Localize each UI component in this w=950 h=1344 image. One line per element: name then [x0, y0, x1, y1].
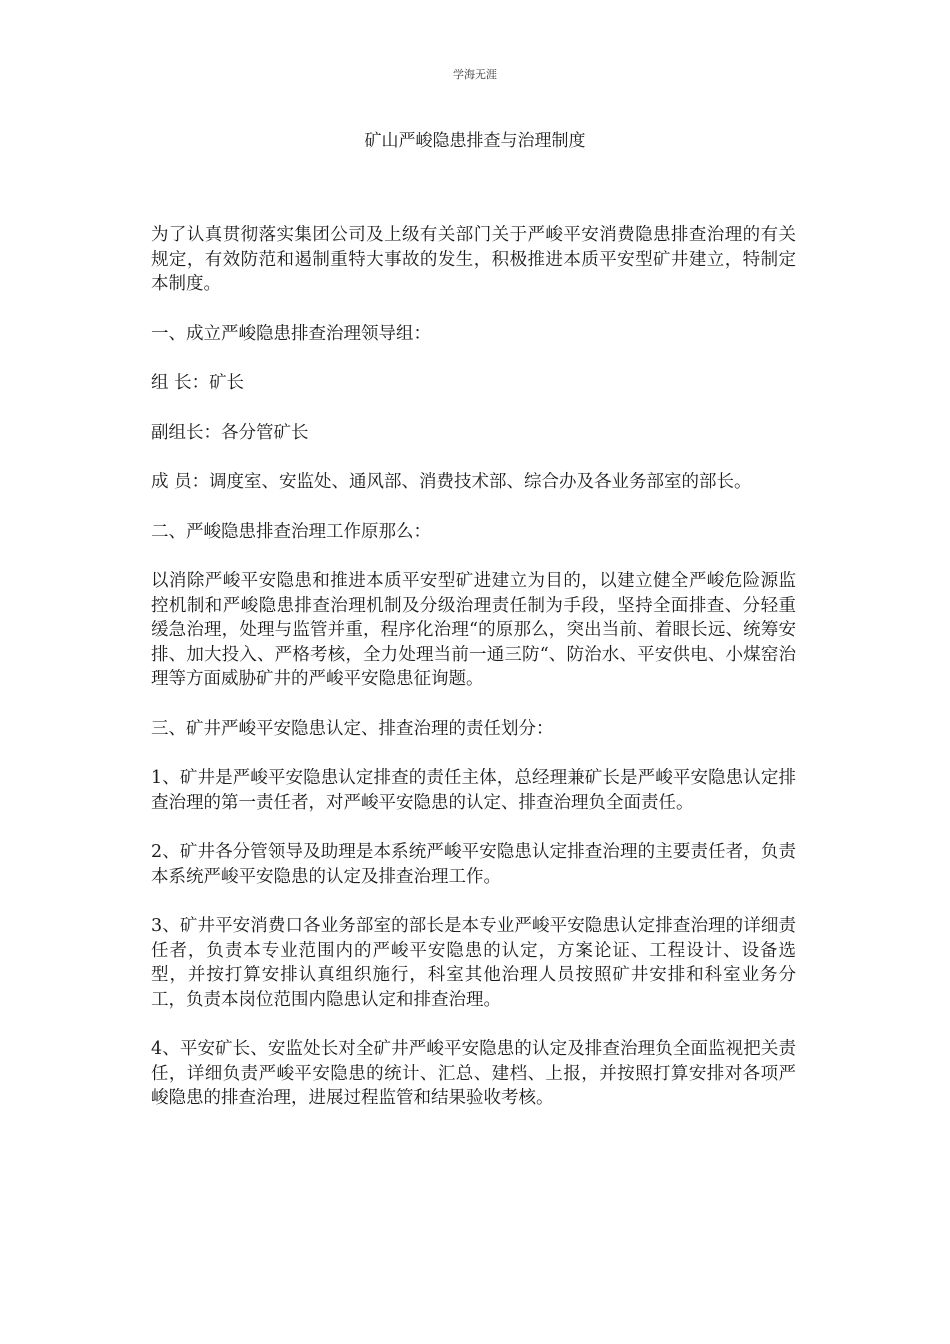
paragraph-intro: 为了认真贯彻落实集团公司及上级有关部门关于严峻平安消费隐患排查治理的有关规定，有效防范和遏制重特大事故的发生，积极推进本质平安型矿井建立，特制定本制度。 [151, 225, 796, 294]
list-item-3: 3、矿井平安消费口各业务部室的部长是本专业严峻平安隐患认定排查治理的详细责任者，负责本专业范围内的严峻平安隐患的认定，方案论证、工程设计、设备选型，并按打算安排认真组织施行，科室其他治理人员按照矿井安排和科室业务分工，负责本岗位范围内隐患认定和排查治理。 [151, 916, 796, 1010]
section-heading-3: 三、矿井严峻平安隐患认定、排查治理的责任划分： [151, 718, 554, 739]
document-body [151, 223, 796, 1136]
paragraph-deputy: 副组长：各分管矿长 [151, 422, 309, 443]
section-heading-2: 二、严峻隐患排查治理工作原那么： [151, 521, 431, 542]
list-item-4: 4、平安矿长、安监处长对全矿井严峻平安隐患的认定及排查治理负全面监视把关责任，详细负责严峻平安隐患的统计、汇总、建档、上报，并按照打算安排对各项严峻隐患的排查治理，进展过程监管和结果验收考核。 [151, 1039, 796, 1108]
paragraph-leader: 组 长：矿长 [151, 373, 245, 393]
list-item-2: 2、矿井各分管领导及助理是本系统严峻平安隐患认定排查治理的主要责任者，负责本系统严峻平安隐患的认定及排查治理工作。 [151, 842, 796, 887]
document-title: 矿山严峻隐患排查与治理制度 [364, 131, 586, 151]
paragraph-members: 成 员：调度室、安监处、通风部、消费技术部、综合办及各业务部室的部长。 [151, 472, 752, 492]
paragraph-principles: 以消除严峻平安隐患和推进本质平安型矿进建立为目的，以建立健全严峻危险源监控机制和严峻隐患排查治理机制及分级治理责任制为手段，坚持全面排查、分轻重缓急治理，处理与监管并重，程序化治理“的原那么，突出当前、着眼长远、统筹安排、加大投入、严格考核，全力处理当前一通三防“、防治水、平安供电、小煤窑治理等方面威胁矿井的严峻平安隐患征询题。 [151, 571, 796, 689]
section-heading-1: 一、成立严峻隐患排查治理领导组： [151, 323, 431, 344]
list-item-1: 1、矿井是严峻平安隐患认定排查的责任主体，总经理兼矿长是严峻平安隐患认定排查治理的第一责任者，对严峻平安隐患的认定、排查治理负全面责任。 [151, 768, 796, 813]
page-header: 学海无涯 [453, 68, 497, 81]
